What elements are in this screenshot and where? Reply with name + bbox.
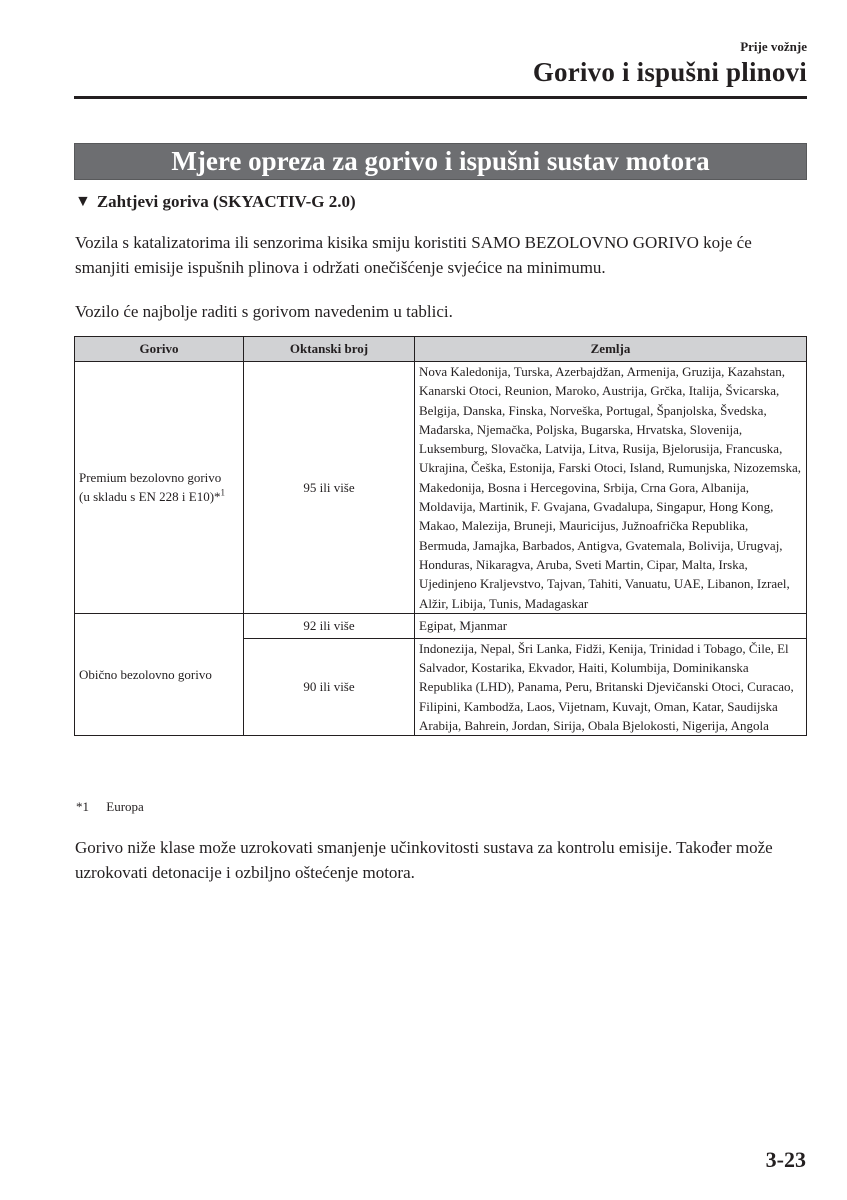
octane-value: 90 ili više — [244, 638, 415, 735]
footnote-ref: 1 — [220, 488, 226, 499]
header-rule — [74, 96, 807, 99]
table-intro-paragraph: Vozilo će najbolje raditi s gorivom navedenim u tablici. — [75, 302, 453, 321]
closing-paragraph: Gorivo niže klase može uzrokovati smanjenje učinkovitosti sustava za kontrolu emisije. Također može uzrokovati detonacije i ozbiljno oštećenje motora. — [75, 838, 773, 882]
table-row — [75, 613, 807, 638]
subheading-text: Zahtjevi goriva (SKYACTIV-G 2.0) — [96, 192, 356, 211]
section-banner: Mjere opreza za gorivo i ispušni sustav motora — [74, 143, 807, 180]
country-list: Nova Kaledonija, Turska, Azerbajdžan, Armenija, Gruzija, Kazahstan, Kanarski Otoci, Reunion, Maroko, Austrija, Grčka, Italija, Švicarska, Belgija, Danska, Finska, Norveška, Portugal, Španjolska, Švedska, Mađarska, Njemačka, Poljska, Bugarska, Hrvatska, Slovenija, Luksemburg, Slovačka, Latvija, Litva, Rusija, Bjelorusija, Francuska, Ukrajina, Češka, Estonija, Farski Otoci, Island, Rumunjska, Nizozemska, Makedonija, Bosna i Hercegovina, Srbija, Crna Gora, Albanija, Moldavija, Martinik, F. Gvajana, Gvadalupa, Singapur, Hong Kong, Makao, Malezija, Bruneji, Mauricijus, Južnoafrička Republika, Bermuda, Jamajka, Barbados, Antigva, Gvatemala, Bolivija, Urugvaj, Honduras, Nikaragva, Aruba, Sveti Martin, Cipar, Malta, Irska, Ujedinjeno Kraljevstvo, Tajvan, Tahiti, Vanuatu, UAE, Libanon, Izrael, Alžir, Libija, Tunis, Madagaskar — [415, 362, 807, 614]
chapter-title: Gorivo i ispušni plinovi — [532, 57, 807, 87]
subheading — [75, 192, 356, 212]
intro-paragraph: Vozila s katalizatorima ili senzorima kisika smiju koristiti SAMO BEZOLOVNO GORIVO koje će smanjiti emisije ispušnih plinova i održati onečišćenje svjećice na minimumu. — [75, 233, 752, 277]
table-header-row — [75, 337, 807, 362]
header-country: Zemlja — [415, 337, 807, 362]
fuel-type-regular: Obično bezolovno gorivo — [75, 613, 244, 735]
page-number: 3-23 — [765, 1147, 806, 1172]
octane-value: 92 ili više — [244, 613, 415, 638]
section-label: Prije vožnje — [740, 39, 807, 54]
footnote — [76, 799, 144, 815]
fuel-requirements-table — [74, 336, 807, 736]
footnote-text: Europa — [106, 799, 144, 814]
octane-value: 95 ili više — [244, 362, 415, 614]
country-list: Indonezija, Nepal, Šri Lanka, Fidži, Kenija, Trinidad i Tobago, Čile, El Salvador, Kostarika, Ekvador, Haiti, Kolumbija, Dominikanska Republika (LHD), Panama, Peru, Britanski Djevičanski Otoci, Curacao, Filipini, Kambodža, Laos, Vijetnam, Kuvajt, Oman, Katar, Saudijska Arabija, Bahrein, Jordan, Sirija, Obala Bjelokosti, Nigerija, Angola — [415, 638, 807, 735]
footnote-mark: *1 — [76, 799, 89, 814]
table-row — [75, 362, 807, 614]
triangle-down-icon: ▼ — [75, 193, 91, 210]
header-fuel: Gorivo — [75, 337, 244, 362]
country-list: Egipat, Mjanmar — [415, 613, 807, 638]
fuel-type-premium-line1: Premium bezolovno gorivo — [79, 470, 222, 486]
fuel-type-premium — [75, 362, 244, 614]
header-octane: Oktanski broj — [244, 337, 415, 362]
fuel-type-premium-line2: (u skladu s EN 228 i E10)* — [79, 489, 221, 505]
